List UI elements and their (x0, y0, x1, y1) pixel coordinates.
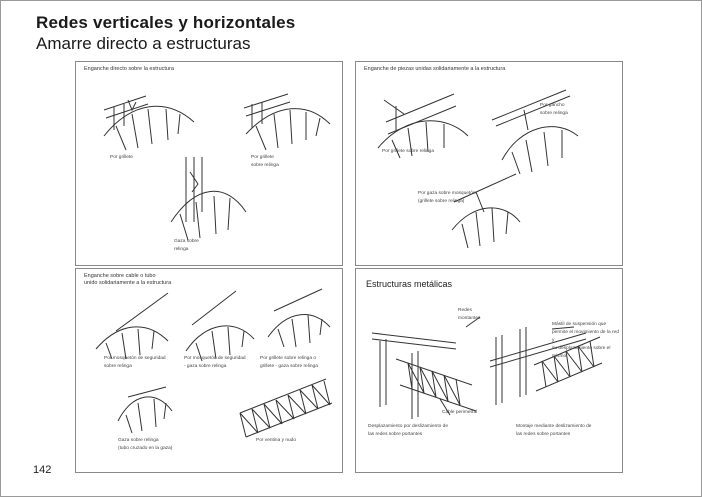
caption: Desplazamiento por deslizamiento de las redes sobre portantes (368, 424, 448, 437)
caption: Por mosquetón de seguridad - gaza sobre relinga (184, 356, 246, 369)
caption: Gaza sobre relinga (tubo cruzado en la gaza) (118, 438, 173, 451)
caption: Por ventina y nudo (256, 438, 297, 443)
panel-cable-attachment (75, 268, 343, 473)
caption: Por grillete (110, 155, 133, 160)
piece-attachment-illustration (356, 62, 622, 265)
panel-title: Enganche sobre cable o tubo unido solidariamente a la estructura (84, 273, 172, 286)
panel-direct-attachment (75, 61, 343, 266)
caption: Mástil de suspensión que permite el movimiento de la red y su desplazamiento sobre el mismo (552, 322, 619, 359)
page-title: Redes verticales y horizontales (36, 13, 296, 32)
page-number: 142 (33, 464, 52, 476)
caption: Por gancho sobre relinga (540, 103, 568, 116)
metal-structures-illustration (356, 269, 622, 472)
caption: Montaje mediante deslizamiento de las redes sobre portantes (516, 424, 592, 437)
direct-attachment-illustration (76, 62, 342, 265)
caption: Redes montantes (458, 308, 481, 321)
caption: Cable perimetral (442, 410, 478, 415)
panel-title: Enganche de piezas unidas solidariamente a la estructura (364, 66, 506, 72)
panel-piece-attachment (355, 61, 623, 266)
caption: Por grillete sobre relinga (382, 149, 434, 154)
panel-title: Enganche directo sobre la estructura (84, 66, 174, 72)
caption: Por grillete sobre relinga (251, 155, 279, 168)
caption: Gaza sobre relinga (174, 239, 199, 252)
caption: Por mosquetón de seguridad sobre relinga (104, 356, 166, 369)
page-subtitle: Amarre directo a estructuras (36, 34, 251, 53)
caption: Por grillete sobre relinga o grillete - gaza sobre relinga (260, 356, 318, 369)
panel-metal-structures (355, 268, 623, 473)
caption: Por gaza sobre mosquetón (grillete sobre relinga) (418, 191, 476, 204)
panel-title: Estructuras metálicas (366, 279, 453, 289)
